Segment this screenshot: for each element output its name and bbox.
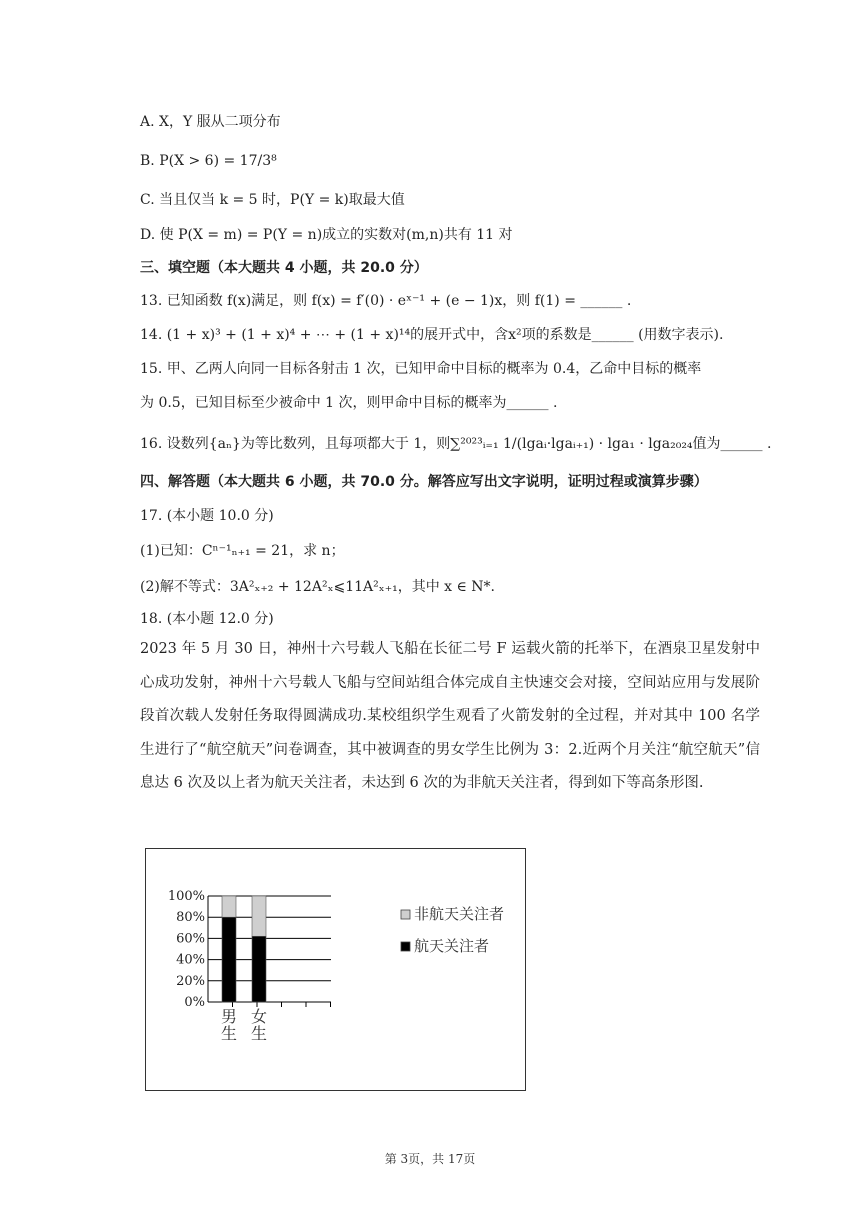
y-tick-label: 20% (176, 973, 205, 989)
section3-heading: 三、填空题（本大题共 4 小题，共 20.0 分） (140, 260, 428, 276)
question-13: 13. 已知函数 f(x)满足，则 f(x) = f′(0) · eˣ⁻¹ + (e − 1)x，则 f(1) = ______ . (140, 293, 632, 309)
question-18-text: 2023 年 5 月 30 日，神州十六号载人飞船在长征二号 F 运载火箭的托举下，在酒泉卫星发射中心成功发射，神州十六号载人飞船与空间站组合体完成自主快速交会对接，空间站应用与发展阶段首次载人发射任务取得圆满成功.某校组织学生观看了火箭发射的全过程，并对其中 100 名学生进行了“航空航天”问卷调查，其中被调查的男女学生比例为 3：2.近两个月关注“航空航天”信息达 6 次及以上者为航天关注者，未达到 6 次的为非航天关注者，得到如下等高条形图. (140, 641, 760, 791)
category-label: 生 (220, 1024, 238, 1043)
chart-svg (146, 849, 524, 1089)
y-tick-label: 60% (176, 931, 205, 947)
option-b: B. P(X > 6) = 17/3⁸ (140, 153, 277, 169)
y-tick-label: 40% (176, 952, 205, 968)
legend-swatch (401, 910, 410, 919)
bar-segment (252, 896, 266, 936)
y-tick-label: 0% (184, 995, 205, 1010)
question-18-title: 18. (本小题 12.0 分) (140, 611, 274, 627)
category-label: 生 (250, 1024, 268, 1043)
option-c: C. 当且仅当 k = 5 时，P(Y = k)取最大值 (140, 192, 405, 208)
page-footer: 第 3页，共 17页 (384, 1152, 476, 1166)
question-17-title: 17. (本小题 10.0 分) (140, 508, 274, 524)
bar-segment (222, 896, 236, 917)
bar-segment (252, 936, 266, 1002)
option-a: A. X，Y 服从二项分布 (140, 114, 281, 130)
category-label: 女 (250, 1007, 268, 1026)
question-16: 16. 设数列{aₙ}为等比数列，且每项都大于 1，则∑²⁰²³ᵢ₌₁ 1/(lgaᵢ·lgaᵢ₊₁) · lga₁ · lga₂₀₂₄值为______ . (140, 436, 772, 452)
stacked-bar-chart (145, 848, 526, 1091)
bar-segment (222, 917, 236, 1002)
question-15-line1: 15. 甲、乙两人向同一目标各射击 1 次，已知甲命中目标的概率为 0.4，乙命中目标的概率 (140, 361, 702, 377)
legend-swatch (401, 942, 410, 951)
y-tick-label: 80% (176, 910, 205, 926)
category-label: 男 (220, 1007, 238, 1026)
legend-label: 航天关注者 (414, 937, 490, 955)
question-15-line2: 为 0.5，已知目标至少被命中 1 次，则甲命中目标的概率为______ . (140, 395, 558, 411)
section4-heading: 四、解答题（本大题共 6 小题，共 70.0 分。解答应写出文字说明，证明过程或演算步骤） (140, 474, 708, 490)
legend-label: 非航天关注者 (414, 905, 505, 923)
question-17-part2: (2)解不等式：3A²ₓ₊₂ + 12A²ₓ⩽11A²ₓ₊₁，其中 x ∈ N*. (140, 579, 496, 595)
option-d: D. 使 P(X = m) = P(Y = n)成立的实数对(m,n)共有 11 对 (140, 227, 513, 243)
question-17-part1: (1)已知：Cⁿ⁻¹ₙ₊₁ = 21，求 n； (140, 543, 345, 559)
y-tick-label: 100% (167, 889, 205, 904)
question-14: 14. (1 + x)³ + (1 + x)⁴ + ⋯ + (1 + x)¹⁴的展开式中，含x²项的系数是______ (用数字表示). (140, 327, 724, 343)
